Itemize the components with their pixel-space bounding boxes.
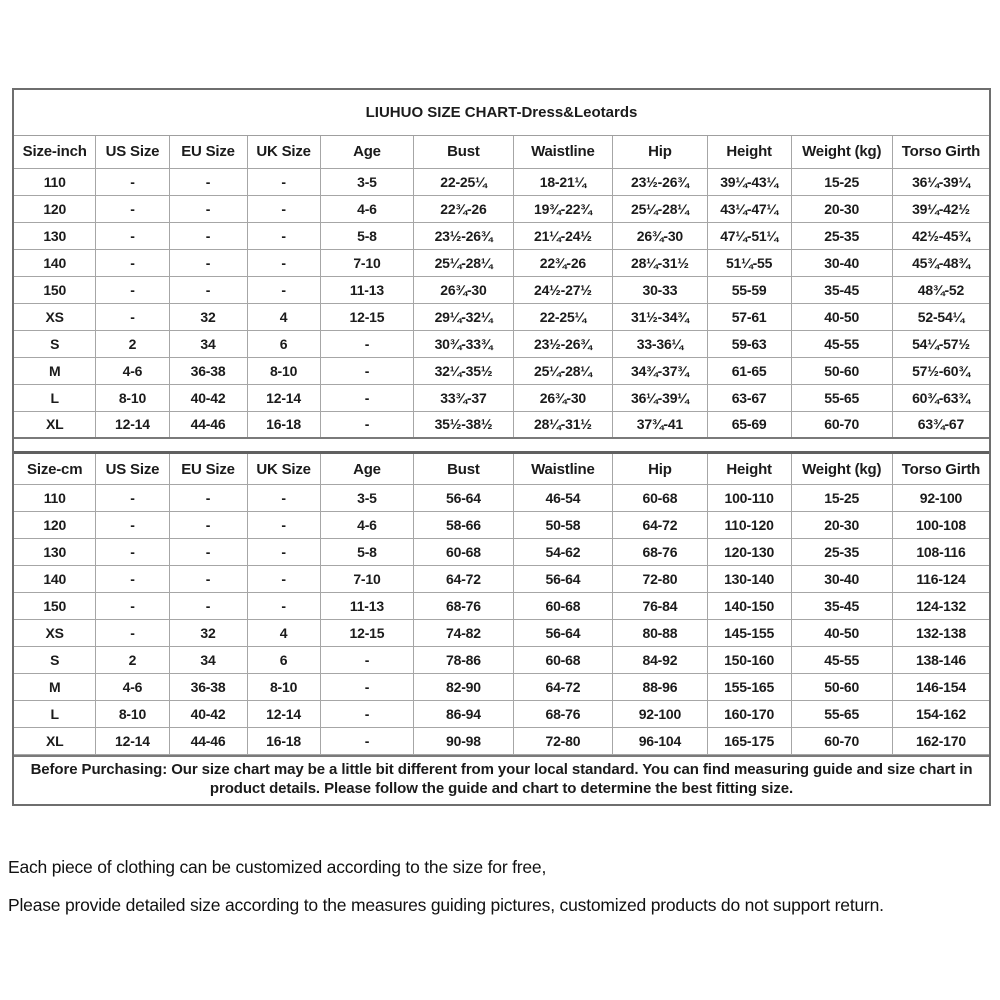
cell: 2 [96,647,169,674]
cell: 2 [96,330,169,357]
cell: - [169,276,247,303]
column-header: EU Size [169,136,247,168]
cell: 23½-26¾ [513,330,612,357]
cell: 36-38 [169,357,247,384]
cell: - [96,249,169,276]
cell: 64-72 [513,674,612,701]
cell: 57½-60¾ [892,357,989,384]
cell: 88-96 [613,674,708,701]
cell: 155-165 [707,674,791,701]
chart-title: LIUHUO SIZE CHART-Dress&Leotards [14,90,989,136]
column-header: Hip [613,136,708,168]
table-row [14,539,989,566]
table-row [14,357,989,384]
column-header: Height [707,136,791,168]
size-label: 150 [14,593,96,620]
cell: 61-65 [707,357,791,384]
cell: 46-54 [513,485,612,512]
table-row [14,674,989,701]
cell: 32 [169,620,247,647]
cell: 76-84 [613,593,708,620]
cell: 15-25 [791,485,892,512]
cell: - [96,566,169,593]
cell: 40-50 [791,620,892,647]
cell: 64-72 [414,566,513,593]
cell: 56-64 [414,485,513,512]
cell: 47¼-51¼ [707,222,791,249]
cell: - [247,539,320,566]
cell: 57-61 [707,303,791,330]
cell: 130-140 [707,566,791,593]
cell: - [247,485,320,512]
cell: 22¾-26 [414,195,513,222]
cell: 68-76 [513,701,612,728]
cell: 45-55 [791,647,892,674]
column-header: Weight (kg) [791,453,892,485]
cell: 58-66 [414,512,513,539]
cell: 64-72 [613,512,708,539]
cell: 45-55 [791,330,892,357]
table-row [14,485,989,512]
cell: 84-92 [613,647,708,674]
cell: 11-13 [320,593,414,620]
cell: 52-54¼ [892,303,989,330]
column-header: Size-inch [14,136,96,168]
table-row [14,411,989,438]
column-header: Bust [414,453,513,485]
cell: 35½-38½ [414,411,513,438]
size-label: L [14,384,96,411]
column-header: Torso Girth [892,453,989,485]
cell: 116-124 [892,566,989,593]
cell: 12-15 [320,620,414,647]
cell: 31½-34¾ [613,303,708,330]
cell: 40-42 [169,701,247,728]
cell: 45¾-48¾ [892,249,989,276]
cell: 3-5 [320,168,414,195]
size-label: L [14,701,96,728]
size-label: XS [14,303,96,330]
cell: - [169,566,247,593]
cell: 23½-26¾ [613,168,708,195]
size-label: S [14,330,96,357]
cell: - [169,195,247,222]
cell: 28¼-31½ [513,411,612,438]
table-inch-header [14,136,989,168]
size-label: 130 [14,222,96,249]
column-header: Age [320,136,414,168]
cell: 63¾-67 [892,411,989,438]
column-header: Waistline [513,136,612,168]
cell: - [320,330,414,357]
cell: 34 [169,647,247,674]
cell: 74-82 [414,620,513,647]
cell: 60-68 [513,647,612,674]
size-label: XL [14,411,96,438]
table-row [14,647,989,674]
cell: 100-108 [892,512,989,539]
column-header: Weight (kg) [791,136,892,168]
cell: 36-38 [169,674,247,701]
cell: 26¾-30 [613,222,708,249]
cell: - [247,195,320,222]
table-row [14,620,989,647]
cell: 32¼-35½ [414,357,513,384]
cell: 150-160 [707,647,791,674]
size-label: 150 [14,276,96,303]
cell: 68-76 [414,593,513,620]
cell: 4-6 [320,512,414,539]
cell: - [169,249,247,276]
size-label: XS [14,620,96,647]
cell: 25¼-28¼ [613,195,708,222]
cell: - [247,168,320,195]
cell: 5-8 [320,222,414,249]
cell: - [169,485,247,512]
cell: - [320,357,414,384]
cell: - [320,674,414,701]
size-label: M [14,357,96,384]
cell: 124-132 [892,593,989,620]
cell: 5-8 [320,539,414,566]
cell: 44-46 [169,411,247,438]
cell: 56-64 [513,566,612,593]
cell: 40-50 [791,303,892,330]
table-inch-body [14,168,989,438]
cell: 42½-45¾ [892,222,989,249]
cell: 37¾-41 [613,411,708,438]
cell: 51¼-55 [707,249,791,276]
cell: 7-10 [320,249,414,276]
cell: 60-68 [513,593,612,620]
cell: 25-35 [791,222,892,249]
cell: 4-6 [320,195,414,222]
cell: 21¼-24½ [513,222,612,249]
table-row [14,276,989,303]
cell: 16-18 [247,728,320,755]
cell: 34¾-37¾ [613,357,708,384]
cell: 60-68 [613,485,708,512]
cell: 15-25 [791,168,892,195]
cell: 108-116 [892,539,989,566]
table-row [14,195,989,222]
cell: 120-130 [707,539,791,566]
size-label: S [14,647,96,674]
cell: 6 [247,647,320,674]
table-row [14,222,989,249]
cell: 54¼-57½ [892,330,989,357]
cell: 50-60 [791,357,892,384]
size-label: 110 [14,485,96,512]
cell: 92-100 [613,701,708,728]
cell: 25¼-28¼ [414,249,513,276]
cell: 68-76 [613,539,708,566]
cell: 3-5 [320,485,414,512]
cell: 12-14 [247,701,320,728]
cell: 138-146 [892,647,989,674]
cell: 30-40 [791,249,892,276]
customization-note-line-1: Each piece of clothing can be customized according to the size for free, [8,857,547,877]
cell: 6 [247,330,320,357]
cell: - [169,539,247,566]
cell: 36¼-39¼ [892,168,989,195]
cell: 43¼-47¼ [707,195,791,222]
size-label: 130 [14,539,96,566]
cell: 12-14 [247,384,320,411]
cell: 26¾-30 [513,384,612,411]
cell: 33-36¼ [613,330,708,357]
cell: 96-104 [613,728,708,755]
cell: 55-65 [791,384,892,411]
cell: - [96,485,169,512]
cell: 48¾-52 [892,276,989,303]
cell: - [96,539,169,566]
cell: 28¼-31½ [613,249,708,276]
cell: - [96,222,169,249]
cell: 26¾-30 [414,276,513,303]
cell: - [247,222,320,249]
cell: - [96,195,169,222]
cell: 39¼-42½ [892,195,989,222]
cell: 40-42 [169,384,247,411]
cell: 63-67 [707,384,791,411]
cell: 36¼-39¼ [613,384,708,411]
table-separator [14,439,989,451]
cell: 22-25¼ [513,303,612,330]
cell: 65-69 [707,411,791,438]
cell: - [169,222,247,249]
cell: 20-30 [791,195,892,222]
cell: 54-62 [513,539,612,566]
cell: 12-15 [320,303,414,330]
cell: 11-13 [320,276,414,303]
cell: 60-70 [791,728,892,755]
size-label: 120 [14,195,96,222]
cell: 60-68 [414,539,513,566]
size-label: 140 [14,249,96,276]
size-label: 140 [14,566,96,593]
cell: - [96,512,169,539]
cell: 60-70 [791,411,892,438]
cell: 35-45 [791,593,892,620]
size-label: 120 [14,512,96,539]
cell: - [247,249,320,276]
table-row [14,384,989,411]
column-header: Bust [414,136,513,168]
cell: - [169,593,247,620]
cell: 8-10 [96,384,169,411]
cell: 92-100 [892,485,989,512]
column-header: UK Size [247,453,320,485]
cell: 24½-27½ [513,276,612,303]
table-cm-header [14,453,989,485]
cell: - [96,168,169,195]
cell: 35-45 [791,276,892,303]
cell: 59-63 [707,330,791,357]
column-header: Hip [613,453,708,485]
cell: - [96,593,169,620]
cell: 90-98 [414,728,513,755]
size-table-inch [14,136,989,439]
size-label: M [14,674,96,701]
table-row [14,566,989,593]
cell: 32 [169,303,247,330]
size-label: XL [14,728,96,755]
table-row [14,303,989,330]
cell: 33¾-37 [414,384,513,411]
column-header: US Size [96,136,169,168]
cell: - [247,593,320,620]
cell: 20-30 [791,512,892,539]
cell: 22-25¼ [414,168,513,195]
cell: 19¾-22¾ [513,195,612,222]
cell: 146-154 [892,674,989,701]
table-row [14,701,989,728]
cell: - [320,728,414,755]
column-header: Torso Girth [892,136,989,168]
size-label: 110 [14,168,96,195]
cell: 78-86 [414,647,513,674]
cell: - [247,276,320,303]
table-cm-body [14,485,989,755]
purchase-note: Before Purchasing: Our size chart may be a little bit different from your local standard. You can find measuring guide and size chart in product details. Please follow the guide and chart to determine the best fitting size. [14,755,989,804]
customization-note-line-2: Please provide detailed size according to the measures guiding pictures, customized products do not support return. [8,895,884,915]
cell: 34 [169,330,247,357]
cell: - [320,411,414,438]
table-row [14,330,989,357]
table-row [14,593,989,620]
cell: 4 [247,620,320,647]
cell: 18-21¼ [513,168,612,195]
cell: 30-33 [613,276,708,303]
column-header: Waistline [513,453,612,485]
cell: 82-90 [414,674,513,701]
table-row [14,512,989,539]
cell: - [320,384,414,411]
cell: - [96,620,169,647]
cell: 23½-26¾ [414,222,513,249]
cell: 160-170 [707,701,791,728]
column-header: US Size [96,453,169,485]
column-header: UK Size [247,136,320,168]
cell: 162-170 [892,728,989,755]
cell: 86-94 [414,701,513,728]
cell: - [96,276,169,303]
cell: - [320,647,414,674]
cell: 30-40 [791,566,892,593]
cell: 8-10 [247,357,320,384]
cell: 165-175 [707,728,791,755]
column-header: Height [707,453,791,485]
cell: 140-150 [707,593,791,620]
cell: 100-110 [707,485,791,512]
cell: - [320,701,414,728]
column-header: Size-cm [14,453,96,485]
cell: 25-35 [791,539,892,566]
cell: - [169,168,247,195]
cell: 60¾-63¾ [892,384,989,411]
cell: 132-138 [892,620,989,647]
column-header: Age [320,453,414,485]
cell: 55-59 [707,276,791,303]
cell: 50-58 [513,512,612,539]
cell: 29¼-32¼ [414,303,513,330]
cell: 4-6 [96,674,169,701]
cell: 7-10 [320,566,414,593]
cell: - [169,512,247,539]
cell: 44-46 [169,728,247,755]
size-table-cm [14,451,989,755]
cell: 50-60 [791,674,892,701]
cell: - [96,303,169,330]
cell: 25¼-28¼ [513,357,612,384]
cell: 72-80 [613,566,708,593]
cell: 80-88 [613,620,708,647]
cell: 39¼-43¼ [707,168,791,195]
size-chart-box [12,88,991,806]
cell: 8-10 [247,674,320,701]
cell: 8-10 [96,701,169,728]
table-row [14,168,989,195]
cell: 4-6 [96,357,169,384]
cell: 30¾-33¾ [414,330,513,357]
cell: - [247,566,320,593]
cell: 12-14 [96,728,169,755]
cell: - [247,512,320,539]
cell: 154-162 [892,701,989,728]
cell: 22¾-26 [513,249,612,276]
cell: 16-18 [247,411,320,438]
cell: 72-80 [513,728,612,755]
cell: 110-120 [707,512,791,539]
cell: 55-65 [791,701,892,728]
table-row [14,728,989,755]
cell: 145-155 [707,620,791,647]
cell: 56-64 [513,620,612,647]
table-row [14,249,989,276]
cell: 4 [247,303,320,330]
column-header: EU Size [169,453,247,485]
cell: 12-14 [96,411,169,438]
